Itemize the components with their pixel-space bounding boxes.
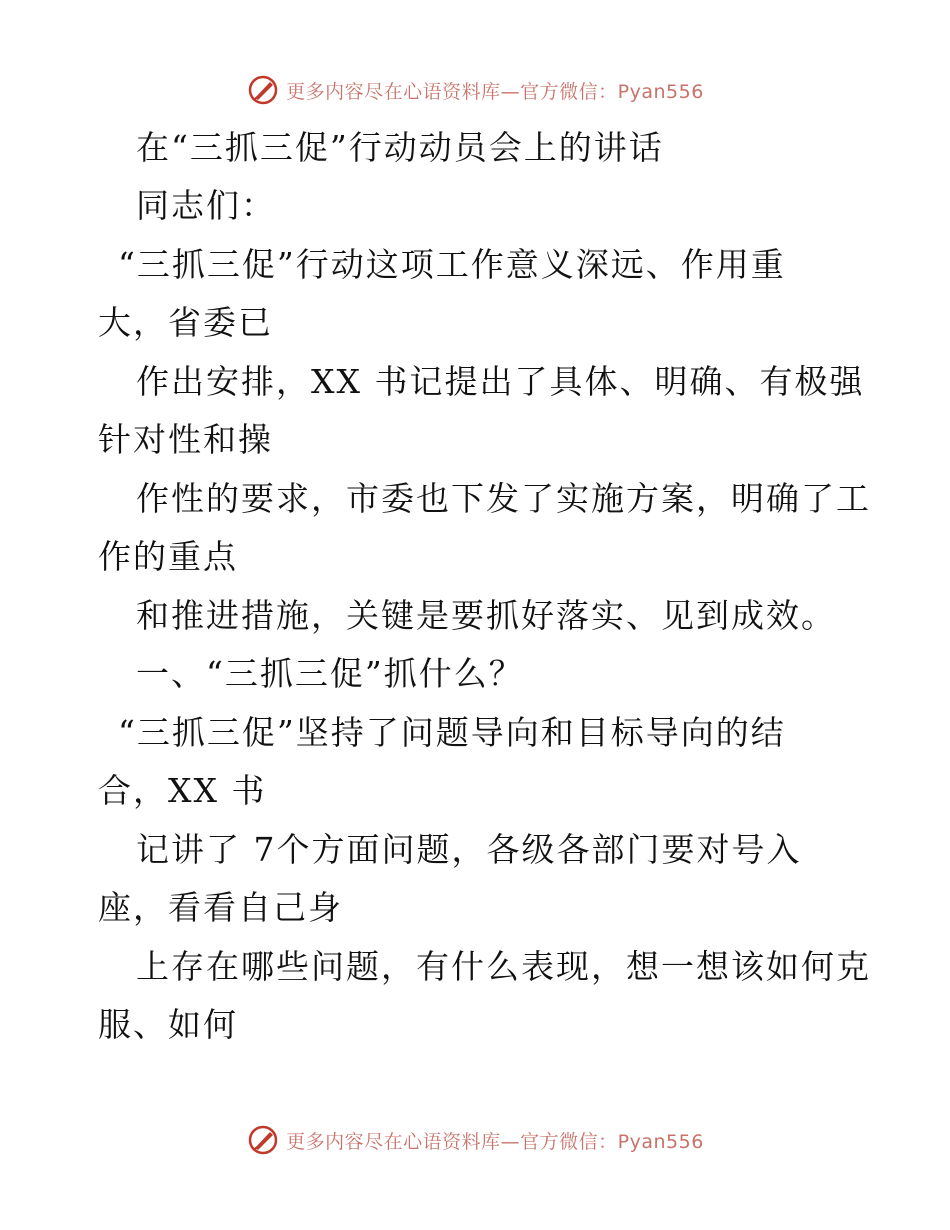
footer-watermark-text: 更多内容尽在心语资料库—官方微信：Pyan556: [286, 1130, 704, 1153]
paragraph-line: 和推进措施，关键是要抓好落实、见到成效。: [136, 596, 836, 635]
section-heading: 一、“三抓三促”抓什么？: [136, 654, 524, 693]
salutation: 同志们：: [136, 186, 276, 225]
paragraph-line: 座，看看自己身: [98, 888, 343, 927]
paragraph-line: 记讲了 7个方面问题，各级各部门要对号入: [136, 830, 802, 869]
paragraph-line: 合，XX 书: [98, 771, 267, 810]
quill-pen-logo-icon: [246, 1123, 280, 1157]
paragraph-line: 作出安排，XX 书记提出了具体、明确、有极强: [136, 362, 865, 401]
quill-pen-logo-icon: [246, 73, 280, 107]
paragraph-line: 大，省委已: [98, 303, 273, 342]
paragraph-line: 作性的要求，市委也下发了实施方案，明确了工: [136, 479, 871, 518]
footer-watermark-banner: [0, 1120, 950, 1160]
header-watermark-banner: [0, 70, 950, 110]
header-watermark-text: 更多内容尽在心语资料库—官方微信：Pyan556: [286, 80, 704, 103]
paragraph-line: 针对性和操: [98, 420, 273, 459]
document-title: 在“三抓三促”行动动员会上的讲话: [136, 128, 664, 167]
paragraph-line: “三抓三促”行动这项工作意义深远、作用重: [118, 245, 786, 284]
paragraph-line: 上存在哪些问题，有什么表现，想一想该如何克: [136, 947, 871, 986]
paragraph-line: “三抓三促”坚持了问题导向和目标导向的结: [118, 713, 786, 752]
paragraph-line: 服、如何: [98, 1005, 238, 1044]
paragraph-line: 作的重点: [98, 537, 238, 576]
